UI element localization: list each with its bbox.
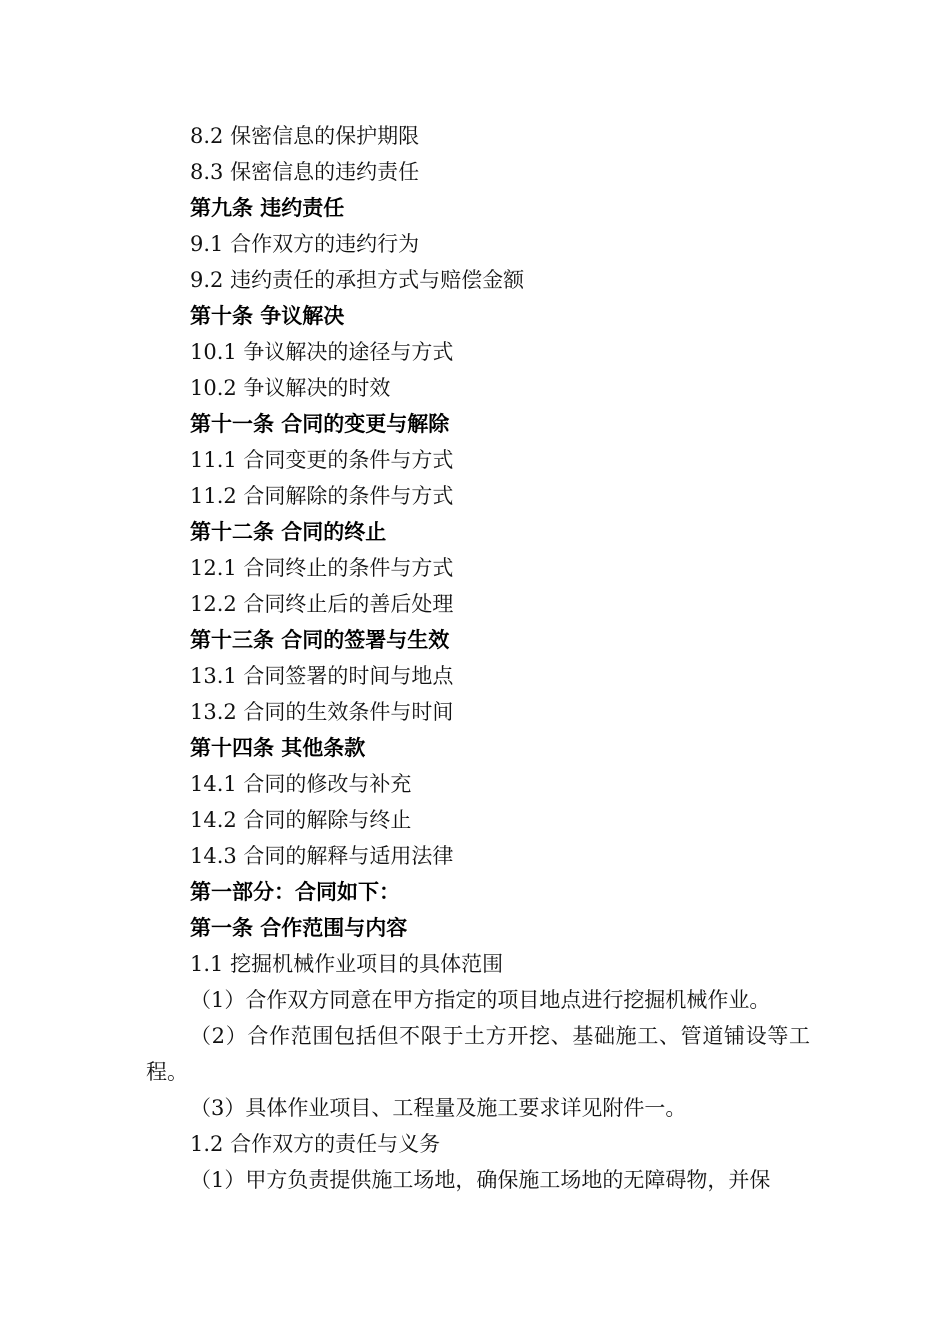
clause-item: 1.1 挖掘机械作业项目的具体范围 xyxy=(190,952,504,976)
clause-item: 10.2 争议解决的时效 xyxy=(190,376,391,400)
clause-item: 13.2 合同的生效条件与时间 xyxy=(190,700,454,724)
document-body xyxy=(146,118,810,1198)
clause-item: 14.2 合同的解除与终止 xyxy=(190,808,412,832)
article-heading: 第十二条 合同的终止 xyxy=(190,520,387,544)
clause-item: 12.1 合同终止的条件与方式 xyxy=(190,556,454,580)
clause-paragraph: （2）合作范围包括但不限于土方开挖、基础施工、管道铺设等工程。 xyxy=(146,1024,810,1084)
article-heading: 第一条 合作范围与内容 xyxy=(190,916,408,940)
clause-item: 9.1 合作双方的违约行为 xyxy=(190,232,420,256)
article-heading: 第十三条 合同的签署与生效 xyxy=(190,628,450,652)
clause-item: 8.3 保密信息的违约责任 xyxy=(190,160,420,184)
clause-item: 12.2 合同终止后的善后处理 xyxy=(190,592,454,616)
article-heading: 第十四条 其他条款 xyxy=(190,736,366,760)
article-heading: 第十条 争议解决 xyxy=(190,304,345,328)
clause-item: 1.2 合作双方的责任与义务 xyxy=(190,1132,441,1156)
article-heading: 第九条 违约责任 xyxy=(190,196,345,220)
clause-item: 9.2 违约责任的承担方式与赔偿金额 xyxy=(190,268,525,292)
clause-item: 10.1 争议解决的途径与方式 xyxy=(190,340,454,364)
article-heading: 第十一条 合同的变更与解除 xyxy=(190,412,450,436)
clause-item: （1）甲方负责提供施工场地，确保施工场地的无障碍物，并保 xyxy=(190,1168,771,1192)
clause-item: 13.1 合同签署的时间与地点 xyxy=(190,664,454,688)
section-heading: 第一部分：合同如下： xyxy=(190,880,400,904)
clause-item: 11.2 合同解除的条件与方式 xyxy=(190,484,454,508)
clause-item: （3）具体作业项目、工程量及施工要求详见附件一。 xyxy=(190,1096,687,1120)
clause-item: 11.1 合同变更的条件与方式 xyxy=(190,448,454,472)
clause-item: 14.1 合同的修改与补充 xyxy=(190,772,412,796)
clause-item: （1）合作双方同意在甲方指定的项目地点进行挖掘机械作业。 xyxy=(190,988,771,1012)
clause-item: 8.2 保密信息的保护期限 xyxy=(190,124,420,148)
clause-item: 14.3 合同的解释与适用法律 xyxy=(190,844,454,868)
